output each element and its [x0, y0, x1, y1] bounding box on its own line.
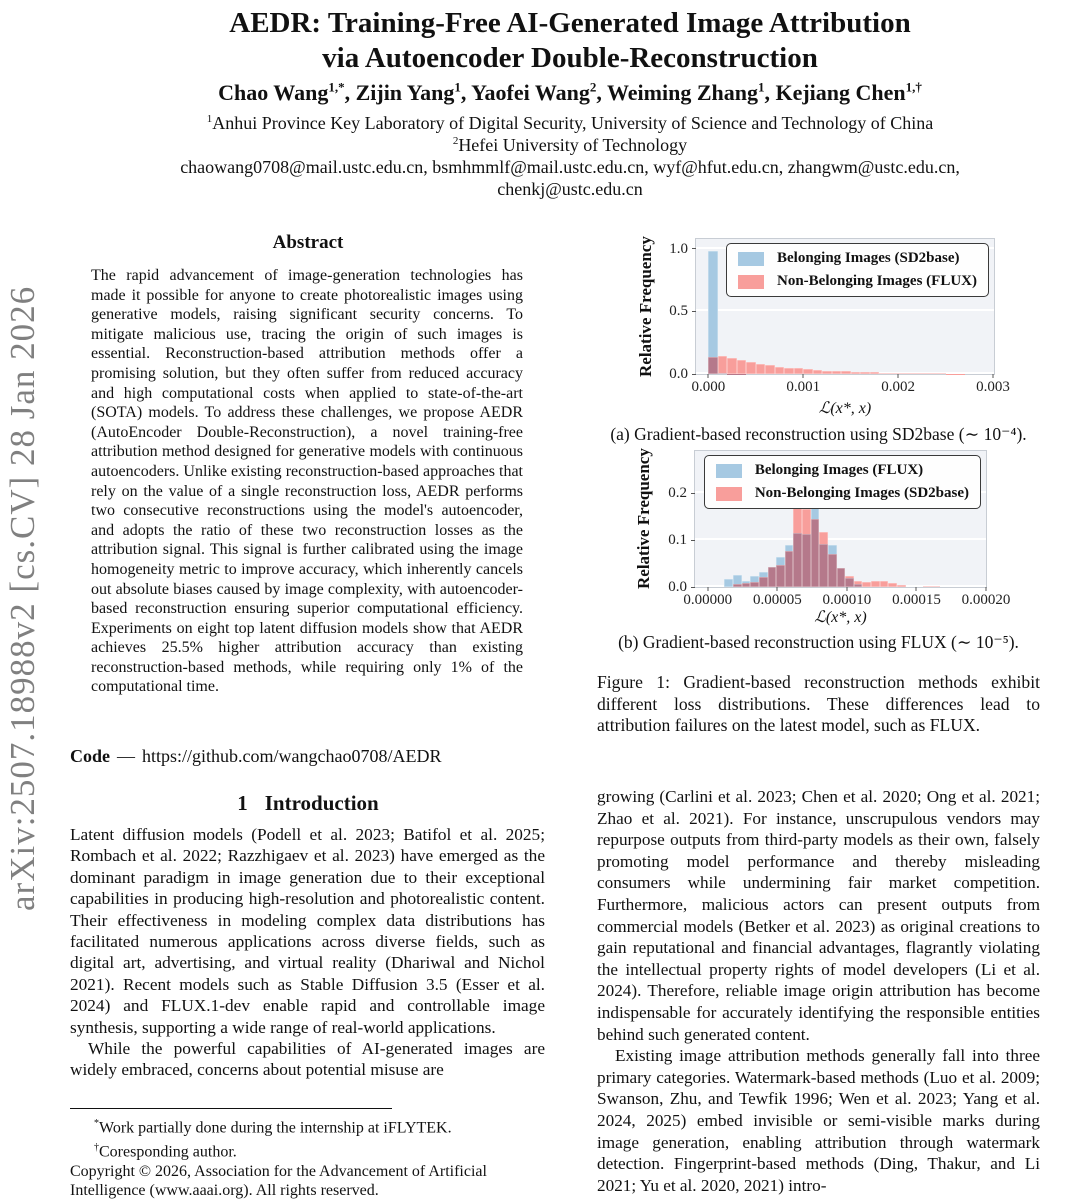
histogram-bar [923, 586, 932, 587]
author: Chao Wang$^{1,*}$, [218, 80, 356, 105]
gridline [696, 309, 994, 311]
copyright-notice: Copyright © 2026, Association for the Advancement of Artificial Intelligence (www.aaai.org). All rights reserved. [70, 1162, 548, 1201]
histogram-bar [768, 567, 777, 587]
histogram-bar [746, 362, 755, 374]
plot-area [695, 238, 995, 375]
chart-legend [726, 243, 989, 297]
histogram-bar [737, 360, 746, 374]
histogram-bar [854, 584, 863, 587]
abstract-heading: Abstract [70, 232, 546, 254]
histogram-bar [724, 579, 733, 587]
x-tick-label: 0.00020 [962, 592, 1011, 609]
email-line-2[interactable]: chenkj@ustc.edu.cn [70, 179, 1070, 200]
histogram-bar [802, 534, 811, 587]
histogram-bar [837, 568, 846, 587]
x-tick-label: 0.00000 [683, 592, 732, 609]
gridline [695, 538, 986, 540]
footnote-1: *Work partially done during the internship at iFLYTEK. [70, 1114, 548, 1138]
histogram-bar [845, 578, 854, 587]
author: Yaofei Wang$^2$, [471, 80, 607, 105]
histogram-bar [927, 373, 936, 374]
em-dash: — [117, 746, 135, 766]
right-column [597, 0, 1040, 1200]
legend-swatch [738, 252, 764, 266]
affiliation-1: $^1$Anhui Province Key Laboratory of Digital Security, University of Science and Technology of China [70, 113, 1070, 134]
histogram-bar [931, 586, 940, 587]
y-tick-label: 1.0 [669, 240, 688, 258]
histogram-bar [785, 551, 794, 587]
histogram-bar [889, 373, 898, 374]
histogram-bar [811, 519, 820, 587]
histogram-bar [718, 356, 727, 374]
histogram-bar [708, 357, 717, 374]
code-label: Code [70, 746, 110, 766]
right-column-text [597, 786, 1040, 1196]
histogram-bar [888, 583, 897, 587]
x-tick-label: 0.000 [691, 379, 725, 396]
author: Weiming Zhang$^1$, [607, 80, 775, 105]
histogram-bar [851, 372, 860, 375]
histogram-bar [756, 364, 765, 374]
paragraph: growing (Carlini et al. 2023; Chen et al. 2020; Ong et al. 2021; Zhao et al. 2021). For instance, unscrupulous vendors may repurpose outputs from third-party models as their own, falsely promoting model performance and thereby misleading consumers while undermining fair market competition. Furthermore, malicious actors can present outputs from commercial models (Betker et al. 2023) as original creations to gain reputational and financial advantages, flagrantly violating the intellectual property rights of model developers (Li et al. 2024). Therefore, reliable image origin attribution has become indispensable for accurately identifying the responsible entities behind such generated content. [597, 786, 1040, 1045]
histogram-bar [793, 533, 802, 587]
abstract-text: The rapid advancement of image-generation technologies has made it possible for anyone to create photorealistic images using generative models, raising significant security concerns. To mitigate malicious use, tracing the origin of such images is essential. Reconstruction-based attribution methods offer a promising solution, but they often suffer from reduced accuracy and high computational costs when applied to state-of-the-art (SOTA) models. To address these challenges, we propose AEDR (AutoEncoder Double-Reconstruction), a novel training-free attribution method designed for generative models with continuous autoencoders. Unlike existing reconstruction-based approaches that rely on the value of a single reconstruction loss, AEDR performs two consecutive reconstructions using the model's autoencoder, and adopts the ratio of these two reconstruction losses as the attribution signal. This signal is further calibrated using the image homogeneity metric to improve accuracy, which inherently cancels out absolute biases caused by image complexity, with autoencoder-based reconstruction ensuring superior computational efficiency. Experiments on eight top latent diffusion models show that AEDR achieves 25.5% higher attribution accuracy than existing reconstruction-based methods, while requiring only 1% of the computational time. [91, 266, 523, 697]
histogram-bar [828, 554, 837, 587]
section-title: Introduction [265, 791, 379, 815]
histogram-bar [727, 358, 736, 374]
footnote-2: †Coresponding author. [70, 1138, 548, 1162]
x-tick-label: 0.001 [786, 379, 820, 396]
legend-label: Non-Belonging Images (SD2base) [755, 486, 969, 501]
legend-label: Belonging Images (SD2base) [777, 251, 960, 266]
author: Zijin Yang$^1$, [356, 80, 472, 105]
arxiv-stamp: arXiv:2507.18988v2 [cs.CV] 28 Jan 2026 [0, 228, 46, 968]
footnote-block [70, 1108, 548, 1201]
y-tick-label: 0.2 [668, 484, 687, 502]
affiliation-2: $^2$Hefei University of Technology [70, 135, 1070, 156]
plot-area [694, 450, 987, 588]
histogram-bar [776, 565, 785, 588]
x-tick-label: 0.003 [976, 379, 1010, 396]
paragraph: While the powerful capabilities of AI-generated images are widely embraced, concerns about potential misuse are [70, 1038, 545, 1081]
histogram-bar [794, 368, 803, 374]
introduction-text [70, 824, 545, 1081]
x-tick-label: 0.00010 [823, 592, 872, 609]
histogram-bar [765, 365, 774, 374]
x-tick-label: 0.002 [881, 379, 915, 396]
histogram-bar [727, 374, 736, 375]
histogram-bar [832, 371, 841, 374]
histogram-bar [879, 373, 888, 375]
figure-1b-chart [597, 447, 1040, 632]
footnote-rule [70, 1108, 392, 1109]
figure-1-caption: Figure 1: Gradient-based reconstruction methods exhibit different loss distributions. These differences lead to attribution failures on the latest model, such as FLUX. [597, 672, 1040, 737]
histogram-bar [733, 584, 742, 587]
histogram-bar [841, 371, 850, 374]
y-tick-label: 0.0 [669, 365, 688, 383]
histogram-bar [870, 372, 879, 374]
chart-legend [704, 455, 981, 509]
legend-swatch [716, 464, 742, 478]
histogram-bar [880, 581, 889, 587]
histogram-bar [946, 374, 955, 375]
histogram-bar [862, 582, 871, 587]
histogram-bar [784, 368, 793, 375]
figure-1a-chart [597, 232, 1040, 428]
author: Kejiang Chen$^{1,\dagger}$ [775, 80, 921, 105]
histogram-bar [936, 373, 945, 374]
x-axis-label: ℒ(x*, x) [694, 607, 987, 627]
y-tick-label: 0.5 [669, 302, 688, 320]
x-axis-label: ℒ(x*, x) [695, 398, 995, 418]
histogram-bar [742, 583, 751, 587]
legend-swatch [738, 275, 764, 289]
title-line-2: via Autoencoder Double-Reconstruction [70, 41, 1070, 76]
histogram-bar [860, 372, 869, 374]
y-axis-label: Relative Frequency [633, 450, 655, 588]
legend-label: Non-Belonging Images (FLUX) [777, 274, 977, 289]
title-line-1: AEDR: Training-Free AI-Generated Image Attribution [70, 6, 1070, 41]
x-tick-label: 0.00015 [892, 592, 941, 609]
y-tick-label: 0.1 [668, 531, 687, 549]
histogram-bar [718, 373, 727, 375]
histogram-bar [897, 585, 906, 587]
histogram-bar [898, 373, 907, 375]
subcaption-a: (a) Gradient-based reconstruction using SD2base (∼ 10⁻⁴). [597, 424, 1040, 445]
y-tick-label: 0.0 [668, 578, 687, 596]
code-url[interactable]: https://github.com/wangchao0708/AEDR [142, 746, 441, 766]
y-axis-label: Relative Frequency [635, 232, 657, 382]
x-tick-label: 0.00005 [753, 592, 802, 609]
legend-label: Belonging Images (FLUX) [755, 463, 923, 478]
histogram-bar [759, 577, 768, 587]
histogram-bar [822, 371, 831, 375]
histogram-bar [803, 369, 812, 374]
section-heading-introduction [70, 791, 546, 816]
histogram-bar [917, 373, 926, 374]
subcaption-b: (b) Gradient-based reconstruction using FLUX (∼ 10⁻⁵). [597, 632, 1040, 653]
paragraph: Existing image attribution methods generally fall into three primary categories. Watermark-based methods (Luo et al. 2009; Swanson, Zhu, and Tewfik 1996; Wen et al. 2023; Yang et al. 2024, 2025) embed invisible or semi-visible marks during image generation, enabling attribution through watermark detection. Fingerprint-based methods (Ding, Thakur, and Li 2021; Yu et al. 2020, 2021) intro- [597, 1045, 1040, 1196]
histogram-bar [813, 370, 822, 374]
histogram-bar [908, 373, 917, 374]
legend-swatch [716, 487, 742, 501]
histogram-bar [775, 367, 784, 375]
histogram-bar [750, 582, 759, 587]
histogram-bar [819, 544, 828, 587]
histogram-bar [871, 581, 880, 587]
code-availability-line [70, 746, 441, 767]
left-column [70, 0, 546, 1200]
histogram-bar [708, 251, 717, 374]
section-number: 1 [237, 791, 248, 815]
paragraph: Latent diffusion models (Podell et al. 2023; Batifol et al. 2025; Rombach et al. 2022; Razzhigaev et al. 2023) have emerged as the dominant paradigm in image generation due to their exceptional capabilities in producing high-resolution and photorealistic content. Their effectiveness in modeling complex data distributions has facilitated numerous applications across diverse fields, such as digital art, advertising, and virtual reality (Dhariwal and Nichol 2021). Recent models such as Stable Diffusion 3.5 (Esser et al. 2024) and FLUX.1-dev enable rapid and controllable image synthesis, supporting a wide range of real-world applications. [70, 824, 545, 1038]
email-line-1[interactable]: chaowang0708@mail.ustc.edu.cn, bsmhmmlf@mail.ustc.edu.cn, wyf@hfut.edu.cn, zhangwm@ustc.edu.cn, [70, 157, 1070, 178]
